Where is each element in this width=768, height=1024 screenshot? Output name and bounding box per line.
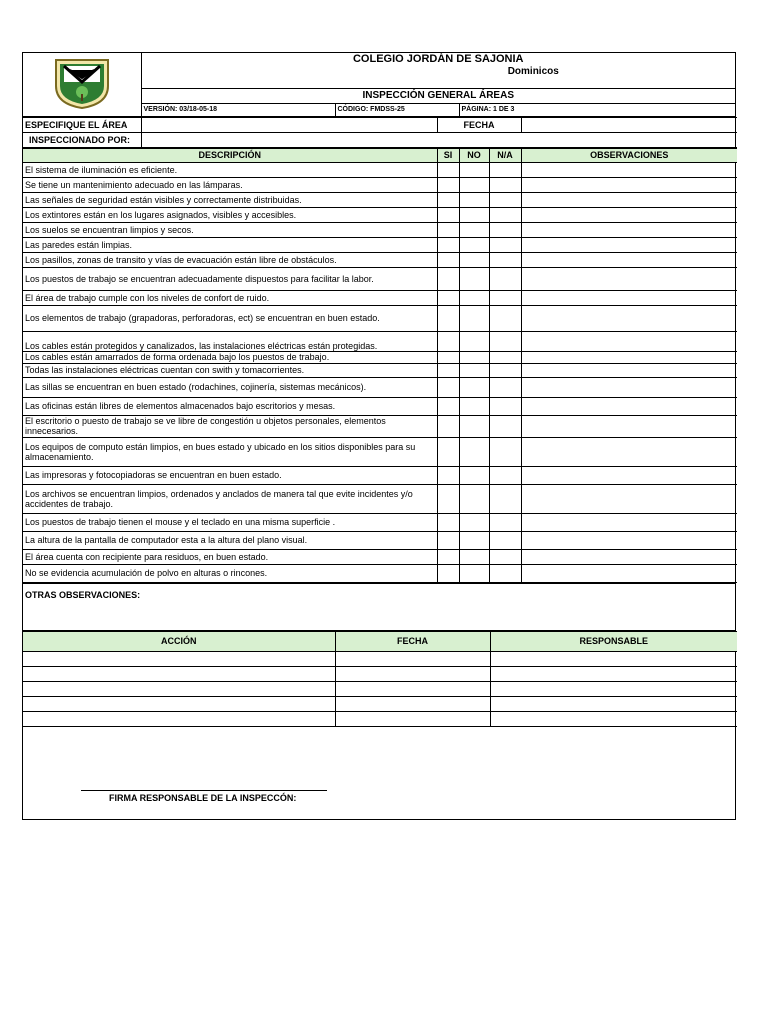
other-observations bbox=[23, 583, 735, 631]
checklist-row bbox=[23, 331, 737, 351]
checkbox-si[interactable] bbox=[437, 564, 459, 582]
checkbox-no[interactable] bbox=[459, 564, 489, 582]
checklist-item-description: Los extintores están en los lugares asignados, visibles y accesibles. bbox=[23, 207, 437, 222]
checklist-item-description: Las oficinas están libres de elementos almacenados bajo escritorios y mesas. bbox=[23, 397, 437, 415]
checklist-item-description: Los archivos se encuentran limpios, ordenados y anclados de manera tal que evite incidentes y/o accidentes de trabajo. bbox=[23, 484, 437, 513]
checklist-item-description: Los cables están amarrados de forma ordenada bajo los puestos de trabajo. bbox=[23, 351, 437, 363]
checklist-row bbox=[23, 415, 737, 437]
checkbox-si[interactable] bbox=[437, 267, 459, 290]
actions-table bbox=[23, 631, 737, 727]
observation-cell[interactable] bbox=[521, 437, 737, 466]
col-no: NO bbox=[459, 148, 489, 162]
checkbox-na[interactable] bbox=[489, 237, 521, 252]
checklist-body bbox=[23, 162, 737, 582]
observation-cell[interactable] bbox=[521, 564, 737, 582]
col-na: N/A bbox=[489, 148, 521, 162]
col-si: SI bbox=[437, 148, 459, 162]
action-responsible-cell[interactable] bbox=[490, 651, 737, 666]
checkbox-na[interactable] bbox=[489, 207, 521, 222]
observation-cell[interactable] bbox=[521, 397, 737, 415]
checklist-row bbox=[23, 377, 737, 397]
checkbox-no[interactable] bbox=[459, 290, 489, 305]
action-responsible-cell[interactable] bbox=[490, 696, 737, 711]
action-date-cell[interactable] bbox=[335, 696, 490, 711]
inspector-input[interactable] bbox=[141, 132, 737, 147]
checklist-item-description: Todas las instalaciones eléctricas cuentan con swith y tomacorrientes. bbox=[23, 363, 437, 377]
action-row bbox=[23, 681, 737, 696]
checklist-row bbox=[23, 222, 737, 237]
checkbox-no[interactable] bbox=[459, 177, 489, 192]
checkbox-no[interactable] bbox=[459, 377, 489, 397]
checklist-item-description: Los equipos de computo están limpios, en bues estado y ubicado en los sitios disponibles para su almacenamiento. bbox=[23, 437, 437, 466]
action-row bbox=[23, 711, 737, 726]
checkbox-na[interactable] bbox=[489, 377, 521, 397]
checkbox-no[interactable] bbox=[459, 162, 489, 177]
checkbox-na[interactable] bbox=[489, 192, 521, 207]
observation-cell[interactable] bbox=[521, 162, 737, 177]
checkbox-si[interactable] bbox=[437, 437, 459, 466]
actions-header-row bbox=[23, 631, 737, 651]
checklist-item-description: Las paredes están limpias. bbox=[23, 237, 437, 252]
checklist-item-description: Los suelos se encuentran limpios y secos. bbox=[23, 222, 437, 237]
checkbox-si[interactable] bbox=[437, 531, 459, 549]
checklist-row bbox=[23, 437, 737, 466]
checkbox-si[interactable] bbox=[437, 222, 459, 237]
actions-body bbox=[23, 651, 737, 726]
checklist-row bbox=[23, 351, 737, 363]
checklist-row bbox=[23, 466, 737, 484]
school-logo bbox=[23, 53, 141, 116]
checklist-row bbox=[23, 192, 737, 207]
form-fields bbox=[23, 117, 737, 148]
observation-cell[interactable] bbox=[521, 415, 737, 437]
checkbox-si[interactable] bbox=[437, 377, 459, 397]
school-crest-icon bbox=[52, 56, 112, 110]
checklist-table bbox=[23, 148, 737, 583]
checkbox-na[interactable] bbox=[489, 549, 521, 564]
checklist-row bbox=[23, 162, 737, 177]
checkbox-si[interactable] bbox=[437, 351, 459, 363]
checkbox-na[interactable] bbox=[489, 397, 521, 415]
checklist-row bbox=[23, 267, 737, 290]
checkbox-no[interactable] bbox=[459, 549, 489, 564]
observation-cell[interactable] bbox=[521, 192, 737, 207]
checklist-row bbox=[23, 513, 737, 531]
checklist-item-description: Los pasillos, zonas de transito y vías de evacuación están libre de obstáculos. bbox=[23, 252, 437, 267]
checklist-item-description: Las señales de seguridad están visibles y correctamente distribuidas. bbox=[23, 192, 437, 207]
date-input[interactable] bbox=[521, 117, 737, 132]
checkbox-no[interactable] bbox=[459, 484, 489, 513]
page-label: PÁGINA: 1 DE 3 bbox=[459, 103, 735, 116]
checklist-row bbox=[23, 397, 737, 415]
checkbox-no[interactable] bbox=[459, 363, 489, 377]
checkbox-si[interactable] bbox=[437, 207, 459, 222]
checklist-item-description: Las impresoras y fotocopiadoras se encuentran en buen estado. bbox=[23, 466, 437, 484]
checkbox-si[interactable] bbox=[437, 162, 459, 177]
action-cell[interactable] bbox=[23, 651, 335, 666]
checkbox-si[interactable] bbox=[437, 363, 459, 377]
checkbox-no[interactable] bbox=[459, 207, 489, 222]
checkbox-si[interactable] bbox=[437, 397, 459, 415]
checkbox-no[interactable] bbox=[459, 192, 489, 207]
action-responsible-cell[interactable] bbox=[490, 666, 737, 681]
action-date-cell[interactable] bbox=[335, 666, 490, 681]
action-date-cell[interactable] bbox=[335, 711, 490, 726]
observation-cell[interactable] bbox=[521, 466, 737, 484]
checkbox-na[interactable] bbox=[489, 177, 521, 192]
action-cell[interactable] bbox=[23, 666, 335, 681]
checklist-item-description: El área de trabajo cumple con los niveles de confort de ruido. bbox=[23, 290, 437, 305]
checkbox-na[interactable] bbox=[489, 222, 521, 237]
checkbox-si[interactable] bbox=[437, 237, 459, 252]
checkbox-si[interactable] bbox=[437, 549, 459, 564]
checklist-item-description: Se tiene un mantenimiento adecuado en las lámparas. bbox=[23, 177, 437, 192]
checklist-header-row bbox=[23, 148, 737, 162]
checkbox-si[interactable] bbox=[437, 415, 459, 437]
checklist-row bbox=[23, 237, 737, 252]
observation-cell[interactable] bbox=[521, 331, 737, 351]
checklist-row bbox=[23, 484, 737, 513]
checklist-row bbox=[23, 207, 737, 222]
observation-cell[interactable] bbox=[521, 377, 737, 397]
observation-cell[interactable] bbox=[521, 484, 737, 513]
checkbox-na[interactable] bbox=[489, 415, 521, 437]
checkbox-na[interactable] bbox=[489, 351, 521, 363]
checklist-row bbox=[23, 531, 737, 549]
checkbox-na[interactable] bbox=[489, 466, 521, 484]
checkbox-no[interactable] bbox=[459, 305, 489, 331]
observation-cell[interactable] bbox=[521, 531, 737, 549]
checkbox-si[interactable] bbox=[437, 331, 459, 351]
checklist-item-description: La altura de la pantalla de computador esta a la altura del plano visual. bbox=[23, 531, 437, 549]
action-cell[interactable] bbox=[23, 681, 335, 696]
col-action-date: FECHA bbox=[335, 631, 490, 651]
checkbox-no[interactable] bbox=[459, 331, 489, 351]
checkbox-no[interactable] bbox=[459, 351, 489, 363]
checkbox-na[interactable] bbox=[489, 162, 521, 177]
signature-line: FIRMA RESPONSABLE DE LA INSPECCÓN: bbox=[81, 790, 327, 803]
area-label: ESPECIFIQUE EL ÁREA bbox=[23, 117, 141, 132]
action-cell[interactable] bbox=[23, 696, 335, 711]
col-observations: OBSERVACIONES bbox=[521, 148, 737, 162]
form-header bbox=[23, 53, 735, 117]
checklist-item-description: Los puestos de trabajo tienen el mouse y el teclado en una misma superficie . bbox=[23, 513, 437, 531]
observation-cell[interactable] bbox=[521, 513, 737, 531]
form-title: INSPECCIÓN GENERAL ÁREAS bbox=[141, 88, 735, 103]
checkbox-si[interactable] bbox=[437, 252, 459, 267]
checklist-row bbox=[23, 564, 737, 582]
date-label: FECHA bbox=[437, 117, 521, 132]
checkbox-no[interactable] bbox=[459, 531, 489, 549]
checkbox-na[interactable] bbox=[489, 290, 521, 305]
other-observations-label: OTRAS OBSERVACIONES: bbox=[23, 583, 735, 630]
action-row bbox=[23, 696, 737, 711]
inspector-label: INSPECCIONADO POR: bbox=[23, 132, 141, 147]
code-label: CÓDIGO: FMDSS-25 bbox=[335, 103, 459, 116]
checkbox-na[interactable] bbox=[489, 305, 521, 331]
school-name: COLEGIO JORDÁN DE SAJONIA bbox=[352, 53, 524, 65]
checkbox-si[interactable] bbox=[437, 466, 459, 484]
checklist-item-description: No se evidencia acumulación de polvo en alturas o rincones. bbox=[23, 564, 437, 582]
checklist-item-description: El sistema de iluminación es eficiente. bbox=[23, 162, 437, 177]
observation-cell[interactable] bbox=[521, 237, 737, 252]
checklist-item-description: Los puestos de trabajo se encuentran adecuadamente dispuestos para facilitar la labor. bbox=[23, 267, 437, 290]
observation-cell[interactable] bbox=[521, 290, 737, 305]
version-label: VERSIÓN: 03/18-05-18 bbox=[141, 103, 335, 116]
checkbox-na[interactable] bbox=[489, 252, 521, 267]
checkbox-na[interactable] bbox=[489, 564, 521, 582]
checkbox-no[interactable] bbox=[459, 415, 489, 437]
inspection-form bbox=[22, 52, 736, 820]
checkbox-no[interactable] bbox=[459, 252, 489, 267]
checklist-row bbox=[23, 252, 737, 267]
checkbox-si[interactable] bbox=[437, 290, 459, 305]
checkbox-na[interactable] bbox=[489, 437, 521, 466]
checkbox-na[interactable] bbox=[489, 267, 521, 290]
checkbox-na[interactable] bbox=[489, 531, 521, 549]
observation-cell[interactable] bbox=[521, 207, 737, 222]
checkbox-na[interactable] bbox=[489, 484, 521, 513]
checkbox-no[interactable] bbox=[459, 466, 489, 484]
checklist-row bbox=[23, 290, 737, 305]
observation-cell[interactable] bbox=[521, 351, 737, 363]
checklist-row bbox=[23, 549, 737, 564]
checkbox-na[interactable] bbox=[489, 513, 521, 531]
checkbox-no[interactable] bbox=[459, 397, 489, 415]
checkbox-si[interactable] bbox=[437, 192, 459, 207]
checklist-item-description: Los elementos de trabajo (grapadoras, perforadoras, ect) se encuentran en buen estado. bbox=[23, 305, 437, 331]
observation-cell[interactable] bbox=[521, 222, 737, 237]
action-date-cell[interactable] bbox=[335, 651, 490, 666]
checkbox-na[interactable] bbox=[489, 331, 521, 351]
col-description: DESCRIPCIÓN bbox=[23, 148, 437, 162]
checklist-row bbox=[23, 177, 737, 192]
checklist-item-description: Los cables están protegidos y canalizados, las instalaciones eléctricas están protegidas. bbox=[23, 331, 437, 351]
action-cell[interactable] bbox=[23, 711, 335, 726]
checkbox-si[interactable] bbox=[437, 177, 459, 192]
checkbox-no[interactable] bbox=[459, 437, 489, 466]
observation-cell[interactable] bbox=[521, 252, 737, 267]
observation-cell[interactable] bbox=[521, 363, 737, 377]
action-responsible-cell[interactable] bbox=[490, 711, 737, 726]
checklist-item-description: El escritorio o puesto de trabajo se ve libre de congestión u objetos personales, elementos innecesarios. bbox=[23, 415, 437, 437]
checklist-item-description: El área cuenta con recipiente para residuos, en buen estado. bbox=[23, 549, 437, 564]
action-row bbox=[23, 666, 737, 681]
checklist-row bbox=[23, 363, 737, 377]
action-row bbox=[23, 651, 737, 666]
checklist-row bbox=[23, 305, 737, 331]
col-action: ACCIÓN bbox=[23, 631, 335, 651]
school-subtitle: Dominicos bbox=[507, 66, 559, 77]
checkbox-si[interactable] bbox=[437, 484, 459, 513]
checkbox-no[interactable] bbox=[459, 237, 489, 252]
checkbox-no[interactable] bbox=[459, 513, 489, 531]
action-responsible-cell[interactable] bbox=[490, 681, 737, 696]
checklist-item-description: Las sillas se encuentran en buen estado (rodachines, cojinería, sistemas mecánicos). bbox=[23, 377, 437, 397]
checkbox-si[interactable] bbox=[437, 513, 459, 531]
checkbox-no[interactable] bbox=[459, 222, 489, 237]
checkbox-no[interactable] bbox=[459, 267, 489, 290]
observation-cell[interactable] bbox=[521, 267, 737, 290]
col-responsible: RESPONSABLE bbox=[490, 631, 737, 651]
checkbox-na[interactable] bbox=[489, 363, 521, 377]
observation-cell[interactable] bbox=[521, 177, 737, 192]
checkbox-si[interactable] bbox=[437, 305, 459, 331]
observation-cell[interactable] bbox=[521, 305, 737, 331]
area-input[interactable] bbox=[141, 117, 437, 132]
observation-cell[interactable] bbox=[521, 549, 737, 564]
action-date-cell[interactable] bbox=[335, 681, 490, 696]
